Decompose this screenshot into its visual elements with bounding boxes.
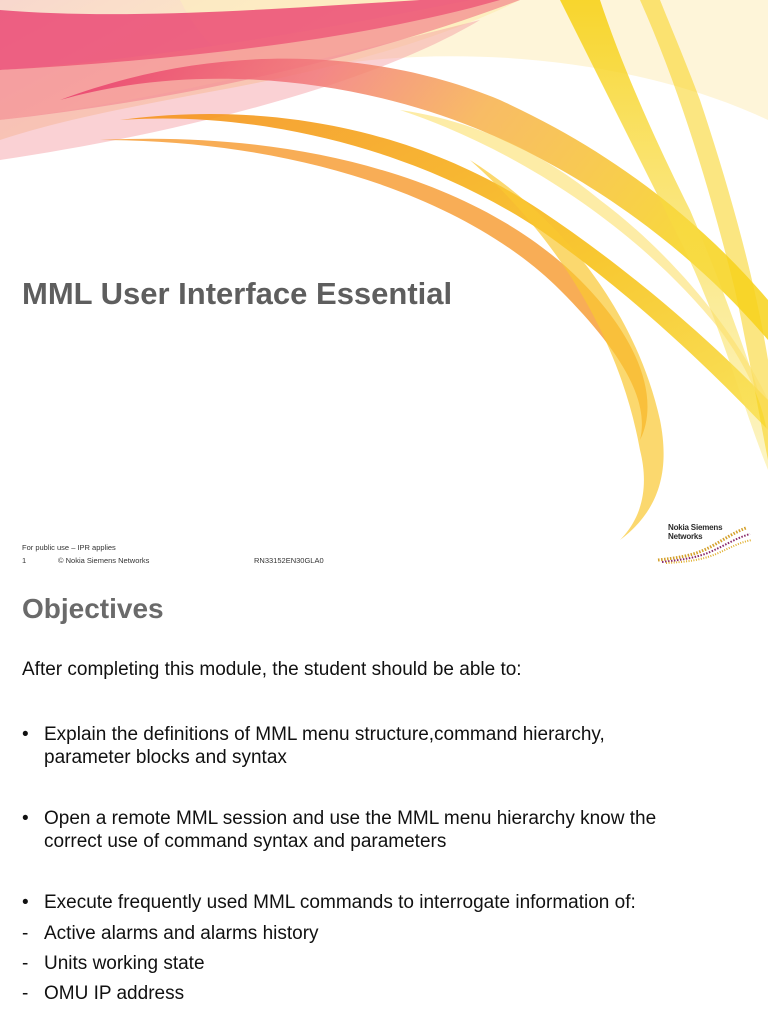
nokia-siemens-logo [656,520,756,564]
logo-text [668,523,722,541]
footer-doc-code: RN33152EN30GLA0 [254,556,324,565]
footer-usage-note: For public use – IPR applies [22,543,116,552]
logo-line-1: Nokia Siemens [668,523,723,532]
bullet-marker: • [22,892,29,913]
bullet-line: parameter blocks and syntax [44,747,287,768]
bullet-marker: • [22,724,29,745]
dash-marker: - [22,923,29,944]
objectives-slide [0,576,768,1024]
bullet-marker: • [22,808,29,829]
footer-copyright: © Nokia Siemens Networks [58,556,150,565]
bullet-line: Open a remote MML session and use the MML menu hierarchy know the [44,808,657,829]
bullet-line: Explain the definitions of MML menu structure,command hierarchy, [44,724,605,745]
sub-item-text: OMU IP address [44,983,185,1004]
logo-line-2: Networks [668,532,703,541]
dash-marker: - [22,953,29,974]
sub-item-text: Units working state [44,953,205,974]
intro-text: After completing this module, the student should be able to: [22,659,522,680]
presentation-title: MML User Interface Essential [22,276,453,311]
bullet-line: Execute frequently used MML commands to interrogate information of: [44,892,636,913]
sub-item-text: Active alarms and alarms history [44,923,319,944]
slide-title: Objectives [22,593,164,624]
dash-marker: - [22,983,29,1004]
bullet-line: correct use of command syntax and parameters [44,831,447,852]
footer-page-number: 1 [22,556,27,565]
